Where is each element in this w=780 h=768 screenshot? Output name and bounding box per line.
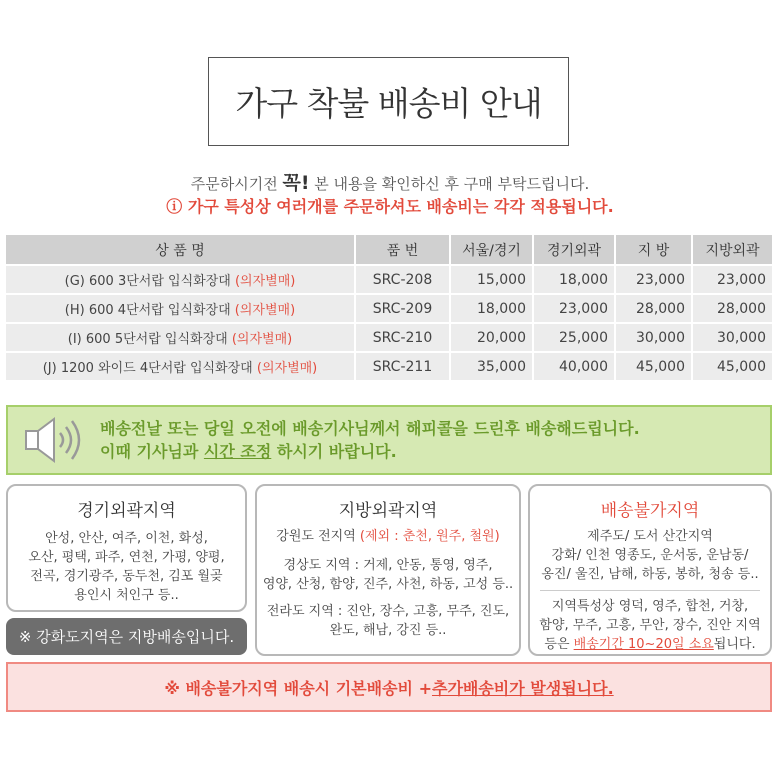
ganghwa-note: ※ 강화도지역은 지방배송입니다. — [6, 618, 247, 655]
col-local-outer: 지방외곽 — [693, 235, 772, 264]
order-notice: 주문하시기전 꼭! 본 내용을 확인하신 후 구매 부탁드립니다. — [190, 172, 590, 194]
emphasis-text: 꼭! — [282, 172, 310, 194]
page-title: 가구 착불 배송비 안내 — [208, 57, 569, 146]
extra-fee-notice: ※ 배송불가지역 배송시 기본배송비 + 추가배송비가 발생됩니다. — [6, 662, 772, 712]
card-title: 경기외곽지역 — [77, 501, 176, 521]
happy-call-notice — [6, 405, 772, 475]
col-code: 품 번 — [356, 235, 451, 264]
table-row: (J) 1200 와이드 4단서랍 입식화장대 (의자별매) SRC-211 35,000 40,000 45,000 45,000 — [6, 353, 772, 380]
col-product-name: 상 품 명 — [6, 235, 356, 264]
time-adjust-emphasis: 시간 조정 — [203, 442, 272, 461]
local-outer-card: 지방외곽지역 강원도 전지역 (제외 : 춘천, 원주, 철원) 경상도 지역 : 거제, 안동, 통영, 영주, 영양, 산청, 함양, 진주, 사천, 하동, 고성 등.. 전라도 지역 : 진안, 장수, 고흥, 무주, 진도, 완도, 해남, 강진 등.. — [255, 484, 521, 656]
gyeonggi-outer-card: 경기외곽지역 안성, 안산, 여주, 이천, 화성, 오산, 평택, 파주, 연천, 가평, 양평, 전곡, 경기광주, 동두천, 김포 월곶 용인시 처인구 등.. — [6, 484, 247, 612]
fee-notice: ⓘ 가구 특성상 여러개를 주문하셔도 배송비는 각각 적용됩니다. — [166, 197, 614, 216]
shipping-fee-table — [6, 233, 772, 382]
table-row: (H) 600 4단서랍 입식화장대 (의자별매) SRC-209 18,000 23,000 28,000 28,000 — [6, 295, 772, 322]
col-local: 지 방 — [616, 235, 693, 264]
table-row: (G) 600 3단서랍 입식화장대 (의자별매) SRC-208 15,000 18,000 23,000 23,000 — [6, 266, 772, 293]
undeliverable-card: 배송불가지역 제주도/ 도서 산간지역 강화/ 인천 영종도, 운서동, 운남동/ 옹진/ 울진, 남해, 하동, 봉하, 청송 등.. 지역특성상 영덕, 영주, 합천, 거창, 함양, 무주, 고흥, 무안, 장수, 진안 지역 등은 배송기간 10~20일 소요됩니다. — [528, 484, 772, 656]
card-title: 배송불가지역 — [600, 501, 700, 521]
table-header — [6, 235, 772, 264]
divider — [540, 590, 760, 591]
table-row: (I) 600 5단서랍 입식화장대 (의자별매) SRC-210 20,000 25,000 30,000 30,000 — [6, 324, 772, 351]
col-gyeonggi-outer: 경기외곽 — [534, 235, 616, 264]
card-title: 지방외곽지역 — [338, 501, 438, 521]
happy-call-text: 배송전날 또는 당일 오전에 배송기사님께서 해피콜을 드린후 배송해드립니다. 이때 기사님과 시간 조정 하시기 바랍니다. — [100, 419, 640, 461]
speaker-icon — [22, 415, 84, 465]
col-seoul: 서울/경기 — [451, 235, 534, 264]
